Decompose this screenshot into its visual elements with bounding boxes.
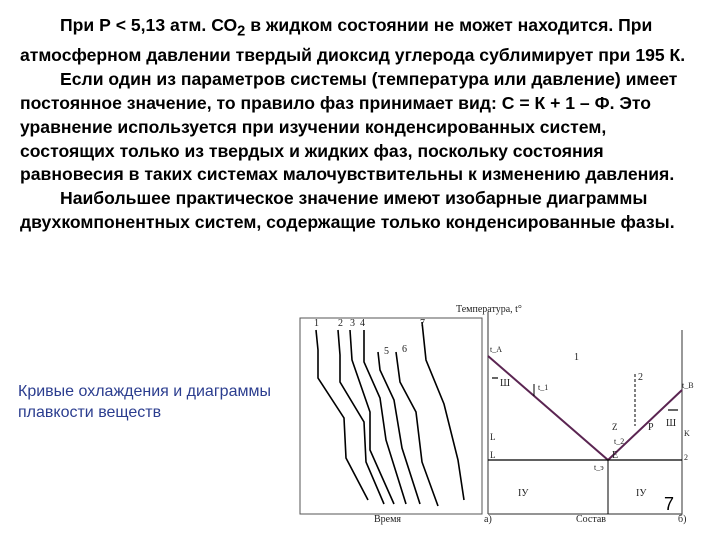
region-label-2: 2 xyxy=(638,372,643,383)
curve-number-4: 4 xyxy=(360,318,365,329)
phase-rule-intro: Если один из параметров системы (температура или давление) имеет постоянное значение, то правило фаз принимает вид: xyxy=(20,69,678,113)
point-label-t1: t_1 xyxy=(538,383,549,392)
region-label-4-right: ІУ xyxy=(636,488,647,499)
region-label-3-left: Ш xyxy=(500,378,511,389)
composition-axis-label: Состав xyxy=(576,514,607,525)
figure-caption: Кривые охлаждения и диаграммы плавкости веществ xyxy=(18,383,271,421)
liquidus-line xyxy=(488,356,682,460)
phase-rule-explanation: Это уравнение используется при изучении конденсированных систем, состоящих только из твердых и жидких фаз, поскольку состояния равновесия в таких системах малочувствительны к изменению давления. xyxy=(20,92,675,185)
point-label-t2: t_2 xyxy=(614,437,625,446)
slide-text xyxy=(20,14,692,235)
point-label-ta: t_A xyxy=(490,345,502,354)
time-axis-label: Время xyxy=(374,514,402,525)
co2-sublimation-text: При атмосферном давлении твердый диоксид углерода сублимирует при 195 К. xyxy=(20,15,686,66)
cooling-curves-panel xyxy=(300,318,492,525)
point-label-p: P xyxy=(648,422,654,433)
cooling-curve-7 xyxy=(422,322,464,500)
co2-line-end: в жидком состоянии не может находится. xyxy=(245,15,614,35)
curve-number-1: 1 xyxy=(314,318,319,329)
melting-diagram-panel xyxy=(456,304,694,525)
region-label-3-right: Ш xyxy=(666,418,677,429)
curve-number-7: 7 xyxy=(420,318,425,329)
curve-number-5: 5 xyxy=(384,346,389,357)
point-label-k: K xyxy=(684,429,690,438)
cooling-curve-2 xyxy=(338,330,384,504)
phase-diagram-svg xyxy=(298,300,695,528)
region-label-1: 1 xyxy=(574,352,579,363)
paragraph-co2 xyxy=(20,14,692,68)
phase-diagram-figure xyxy=(298,300,695,528)
panel-label-a: а) xyxy=(484,514,492,525)
curve-number-3: 3 xyxy=(350,318,355,329)
curve-number-2: 2 xyxy=(338,318,343,329)
paragraph-phase-rule xyxy=(20,68,692,187)
point-label-l-lower: L xyxy=(490,450,496,460)
panel-label-b: б) xyxy=(678,514,687,525)
phase-rule-formula: С = К + 1 – Ф. xyxy=(501,92,615,113)
point-label-z: Z xyxy=(612,422,618,432)
point-label-l-upper: L xyxy=(490,432,496,442)
point-label-te: t_э xyxy=(594,463,604,472)
point-label-tb: t_B xyxy=(682,381,694,390)
temperature-axis-label: Температура, t° xyxy=(456,304,522,315)
paragraph-isobaric: Наибольшее практическое значение имеют изобарные диаграммы двухкомпонентных систем, содержащие только конденсированные фазы. xyxy=(20,188,675,232)
co2-subscript: 2 xyxy=(237,23,246,40)
page-number: 7 xyxy=(664,494,675,514)
region-label-4-left: ІУ xyxy=(518,488,529,499)
point-label-e: E xyxy=(612,450,619,461)
curve-number-6: 6 xyxy=(402,344,407,355)
co2-line-start: При Р < 5,13 атм. СО xyxy=(60,15,238,35)
point-label-2-right: 2 xyxy=(684,453,688,462)
cooling-panel-frame xyxy=(300,318,482,514)
